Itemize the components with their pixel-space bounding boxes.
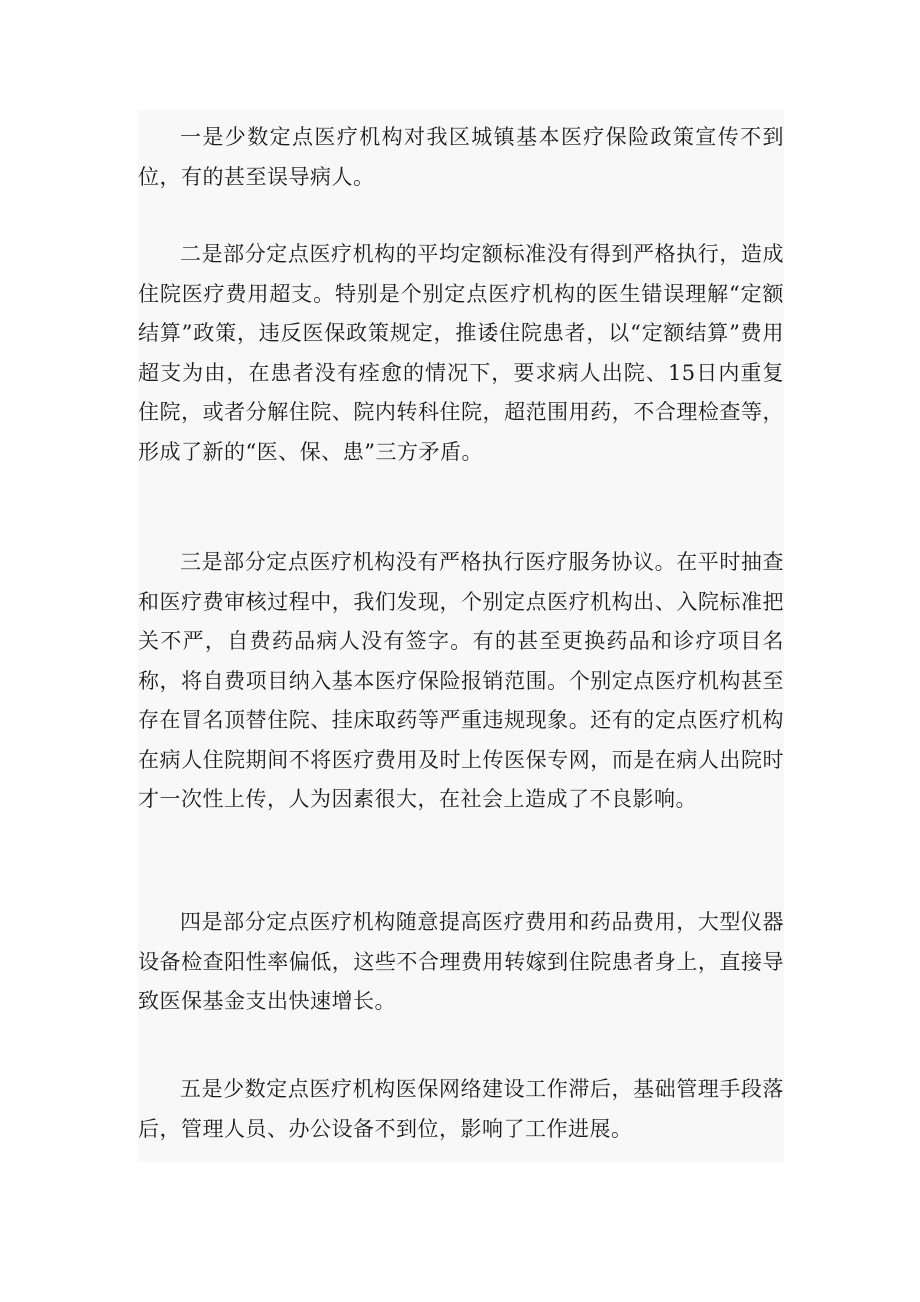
paragraph-1: 一是少数定点医疗机构对我区城镇基本医疗保险政策宣传不到位，有的甚至误导病人。 — [138, 125, 784, 189]
paragraph-2: 二是部分定点医疗机构的平均定额标准没有得到严格执行，造成住院医疗费用超支。特别是个别定点医疗机构的医生错误理解“定额结算”政策，违反医保政策规定，推诿住院患者，以“定额结算”费用超支为由，在患者没有痊愈的情况下，要求病人出院、15日内重复住院，或者分解住院、院内转科住院，超范围用药，不合理检查等，形成了新的“医、保、患”三方矛盾。 — [138, 242, 784, 464]
paragraph-5: 五是少数定点医疗机构医保网络建设工作滞后，基础管理手段落后，管理人员、办公设备不到位，影响了工作进展。 — [138, 1077, 784, 1141]
paragraph-4: 四是部分定点医疗机构随意提高医疗费用和药品费用，大型仪器设备检查阳性率偏低，这些不合理费用转嫁到住院患者身上，直接导致医保基金支出快速增长。 — [138, 910, 784, 1013]
paragraph-3: 三是部分定点医疗机构没有严格执行医疗服务协议。在平时抽查和医疗费审核过程中，我们发现，个别定点医疗机构出、入院标准把关不严，自费药品病人没有签字。有的甚至更换药品和诊疗项目名称，将自费项目纳入基本医疗保险报销范围。个别定点医疗机构甚至存在冒名顶替住院、挂床取药等严重违规现象。还有的定点医疗机构在病人住院期间不将医疗费用及时上传医保专网，而是在病人出院时才一次性上传，人为因素很大，在社会上造成了不良影响。 — [138, 550, 784, 811]
document-body — [138, 110, 784, 1162]
